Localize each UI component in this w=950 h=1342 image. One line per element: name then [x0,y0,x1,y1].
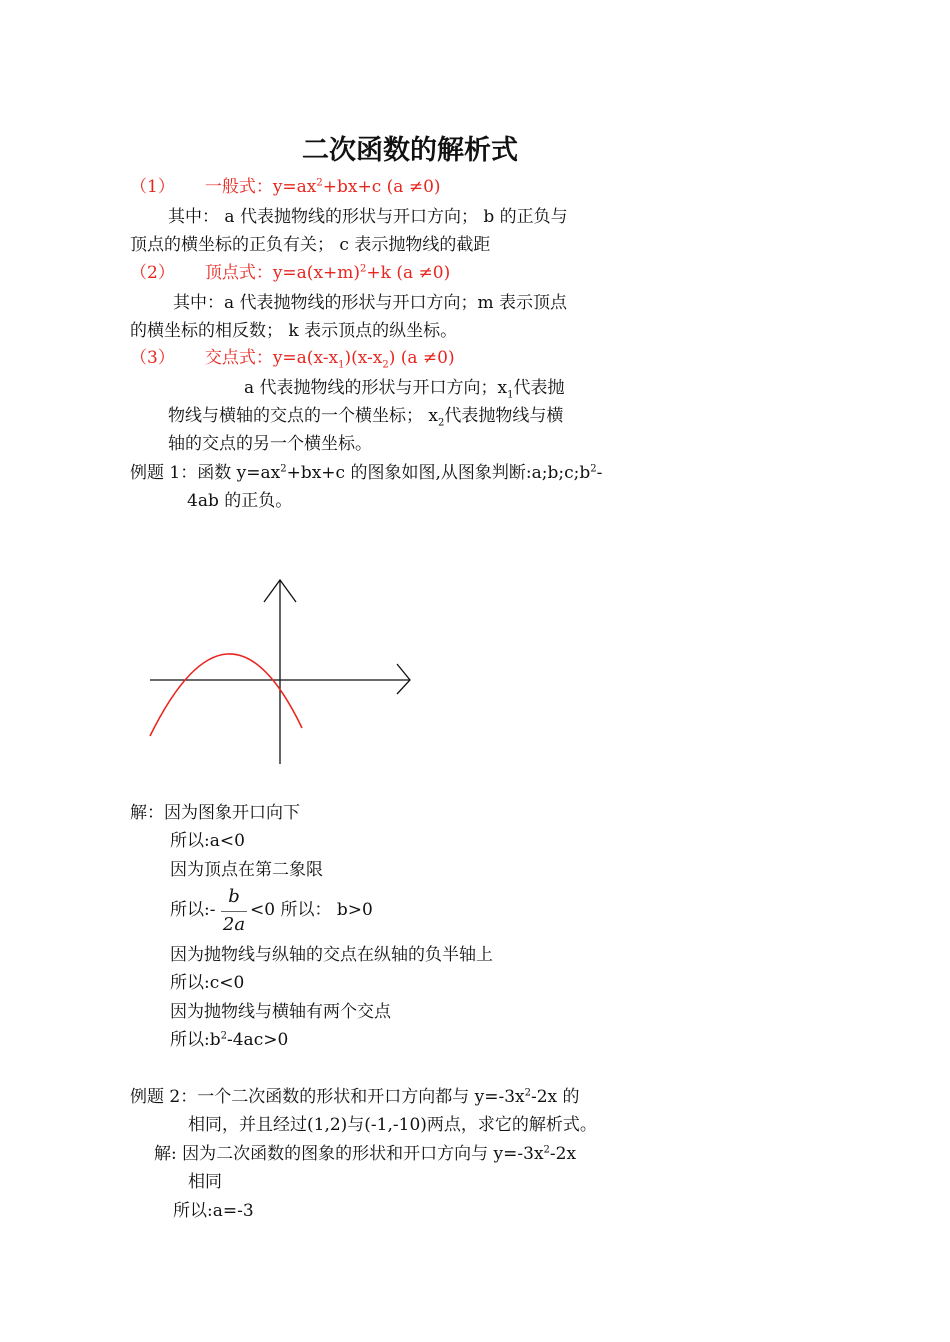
example2-prompt-line1: 例题 2：一个二次函数的形状和开口方向都与 $y=-3x^2-2x$ 的 [130,1087,580,1107]
vertex-form-desc-2: 的横坐标的相反数； k 表示顶点的纵坐标。 [130,321,458,341]
fraction-denominator: 2a [222,914,246,935]
vertex-form-heading: （2） 顶点式：$y=a(x+m)^2+k$ (a ≠0) [130,263,451,283]
intercept-form-label: （3） [130,348,175,368]
example2-prompt-line2: 相同，并且经过(1,2)与(-1,-10)两点，求它的解析式。 [188,1115,597,1135]
x-axis-arrow [397,664,410,694]
fraction-bar [221,911,247,912]
example2-solution-line1: 解: 因为二次函数的图象的形状和开口方向与 $y=-3x^2-2x$ [154,1144,577,1164]
example1-prompt-line2: 4ab 的正负。 [187,491,293,511]
intercept-form-desc-3: 轴的交点的另一个横坐标。 [168,434,372,454]
solution1-line5: 因为抛物线与纵轴的交点在纵轴的负半轴上 [170,945,493,965]
example1-prompt-line1: 例题 1：函数 $y=ax^2+bx+c$ 的图象如图,从图象判断$:a;b;c;b^2-$ [130,463,603,483]
vertex-form-label: （2） [130,263,175,283]
page-title: 二次函数的解析式 [302,135,518,166]
vertex-form-name: 顶点式：y=a(x+m) [204,263,361,283]
general-form-name: 一般式：y=ax [204,177,317,197]
general-form-label: （1） [130,177,175,197]
intercept-form-heading: （3） 交点式：$y=a(x-x_1)(x-x_2)$ (a ≠0) [130,348,455,371]
fraction-numerator: b [228,886,240,907]
solution1-line4-suffix: <0 所以： b>0 [250,900,373,920]
solution1-line6: 所以:c<0 [170,973,245,993]
example2-solution-line3: 所以:a=-3 [173,1201,254,1221]
solution1-line7: 因为抛物线与横轴有两个交点 [170,1002,391,1022]
general-form-heading: （1） 一般式：$y=ax^2+bx+c$ (a ≠0) [130,177,441,197]
solution1-line1: 解：因为图象开口向下 [130,803,300,823]
vertex-form-desc-1: 其中：a 代表抛物线的形状与开口方向；m 表示顶点 [173,293,568,313]
intercept-form-desc-2: 物线与横轴的交点的一个横坐标； $x_2$代表抛物线与横 [168,406,564,429]
solution1-line8: 所以$:b^2-4ac>0$ [170,1030,289,1050]
solution1-line4-prefix: 所以:- [170,900,216,920]
example2-solution-line2: 相同 [188,1172,222,1192]
fraction-b-over-2a [221,886,247,935]
general-form-desc-1: 其中： a 代表抛物线的形状与开口方向； b 的正负与 [168,207,568,227]
parabola-curve [150,654,302,736]
general-form-desc-2: 顶点的横坐标的正负有关； c 表示抛物线的截距 [130,235,491,255]
solution1-line2: 所以:a<0 [170,831,245,851]
solution1-line3: 因为顶点在第二象限 [170,860,323,880]
parabola-graph [140,570,420,770]
intercept-form-desc-1: a 代表抛物线的形状与开口方向；$x_1$代表抛 [244,378,565,401]
